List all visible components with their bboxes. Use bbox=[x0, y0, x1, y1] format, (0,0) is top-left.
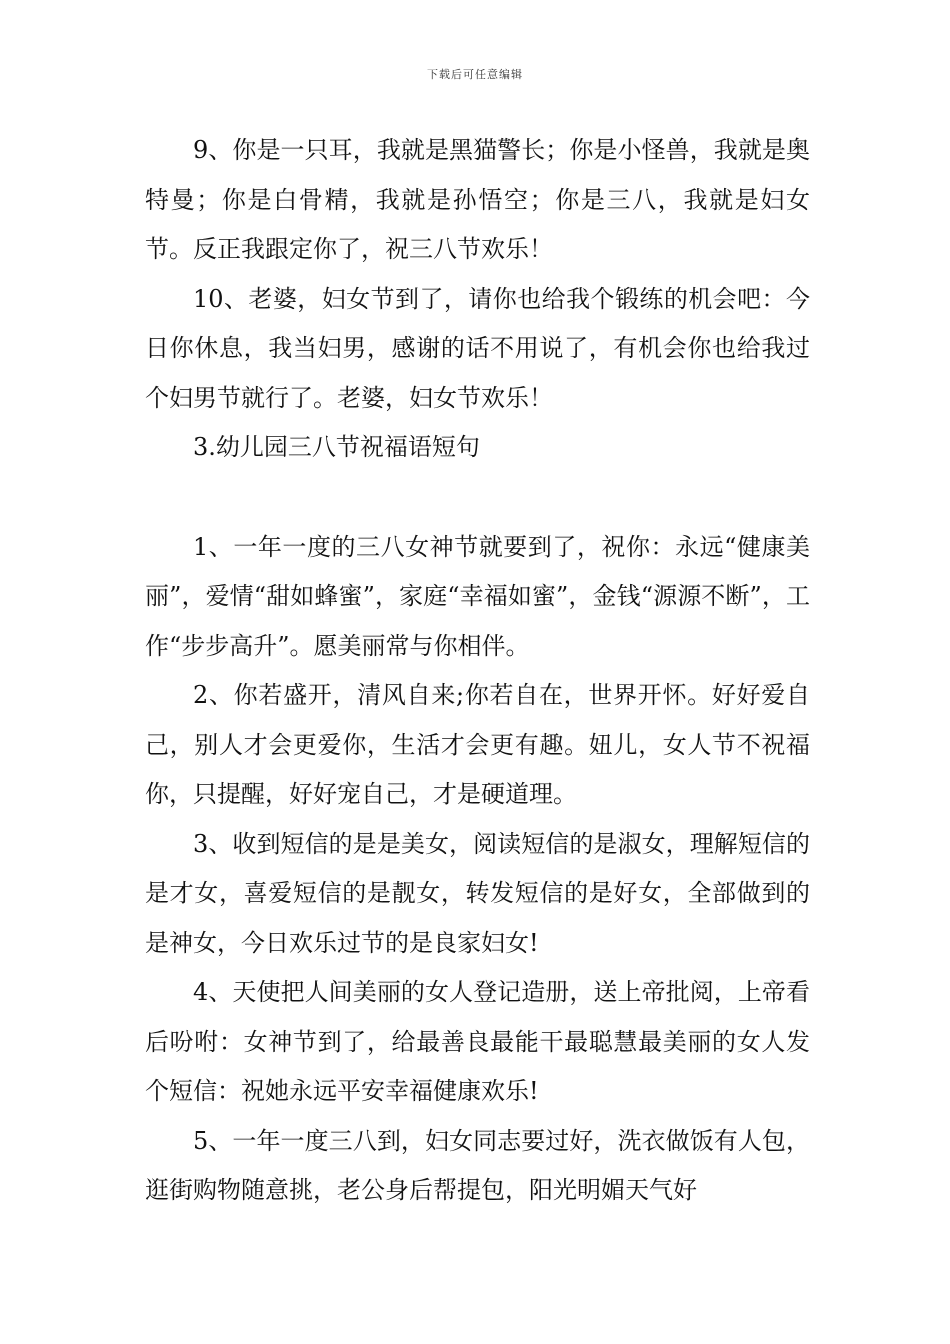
paragraph: 9、你是一只耳，我就是黑猫警长；你是小怪兽，我就是奥特曼；你是白骨精，我就是孙悟空；你是三八，我就是妇女节。反正我跟定你了，祝三八节欢乐！ bbox=[145, 136, 810, 263]
paragraph: 2、你若盛开，清风自来;你若自在，世界开怀。好好爱自己，别人才会更爱你，生活才会更有趣。妞儿，女人节不祝福你，只提醒，好好宠自己，才是硬道理。 bbox=[145, 681, 810, 808]
paragraph: 1、一年一度的三八女神节就要到了，祝你：永远“健康美丽”，爱情“甜如蜂蜜”，家庭“幸福如蜜”，金钱“源源不断”，工作“步步高升”。愿美丽常与你相伴。 bbox=[145, 532, 810, 660]
paragraph: 10、老婆，妇女节到了，请你也给我个锻练的机会吧：今日你休息，我当妇男，感谢的话不用说了，有机会你也给我过个妇男节就行了。老婆，妇女节欢乐！ bbox=[145, 284, 810, 412]
paragraph: 4、天使把人间美丽的女人登记造册，送上帝批阅，上帝看后吩咐：女神节到了，给最善良最能干最聪慧最美丽的女人发个短信：祝她永远平安幸福健康欢乐! bbox=[145, 978, 810, 1105]
page-header: 下载后可任意编辑 bbox=[427, 68, 523, 81]
paragraph: 5、一年一度三八到，妇女同志要过好，洗衣做饭有人包，逛街购物随意挑，老公身后帮提包，阳光明媚天气好 bbox=[145, 1126, 810, 1204]
section-spacer bbox=[145, 473, 810, 523]
document-body bbox=[145, 126, 810, 1216]
paragraph: 3、收到短信的是是美女，阅读短信的是淑女，理解短信的是才女，喜爱短信的是靓女，转发短信的是好女，全部做到的是神女，今日欢乐过节的是良家妇女! bbox=[145, 829, 810, 957]
section-heading: 3.幼儿园三八节祝福语短句 bbox=[193, 433, 480, 461]
